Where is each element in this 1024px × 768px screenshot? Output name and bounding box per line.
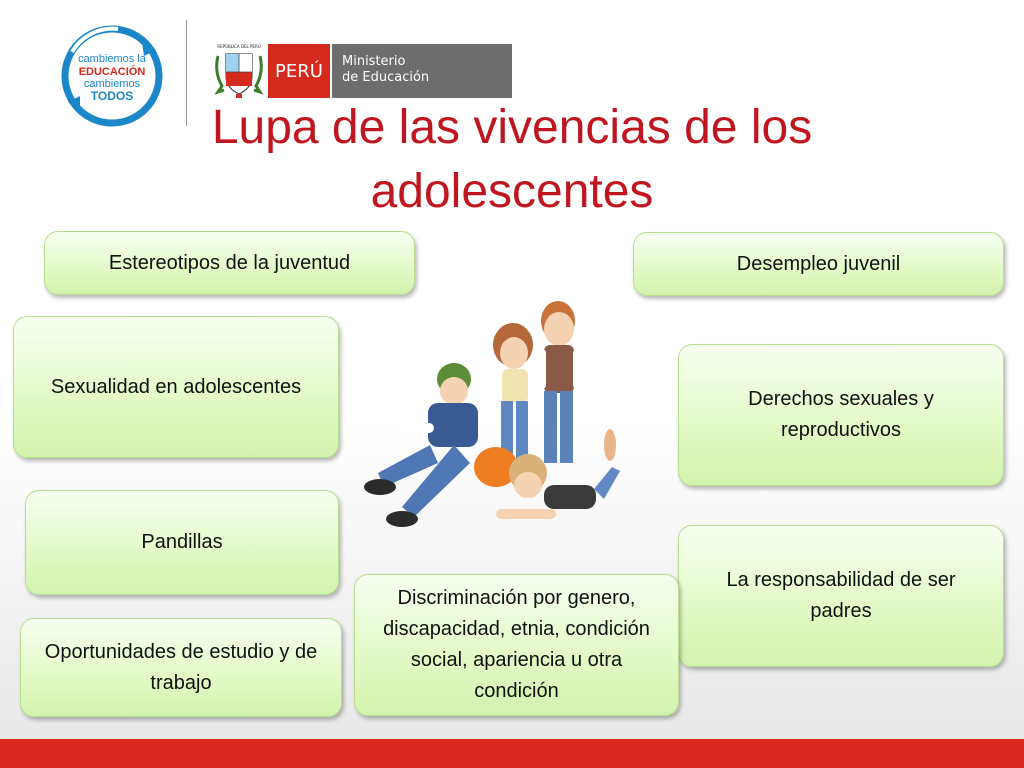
title-line-1: Lupa de las vivencias de los [211,101,813,154]
peru-label: PERÚ [268,44,330,98]
campaign-text-4: TODOS [90,89,134,103]
peru-shield-icon [212,42,266,100]
svg-text:REPÚBLICA DEL PERÚ: REPÚBLICA DEL PERÚ [217,44,261,49]
title-line-2: adolescentes [370,165,654,218]
ministry-label [332,44,512,98]
topic-pandillas: Pandillas [25,490,339,595]
topic-sexualidad: Sexualidad en adolescentes [13,316,339,458]
ministry-line-1: Ministerio [342,54,406,69]
topic-discriminacion: Discriminación por genero, discapacidad, etnia, condición social, apariencia u otra condición [354,574,679,716]
topic-oportunidades: Oportunidades de estudio y de trabajo [20,618,342,717]
footer-bar [0,739,1024,768]
ministry-line-2: de Educación [342,70,430,85]
teenagers-illustration [358,295,622,551]
campaign-text-3: cambiemos [83,78,141,90]
topic-desempleo: Desempleo juvenil [633,232,1004,296]
campaign-text-1: cambiemos la [78,53,146,65]
topic-estereotipos: Estereotipos de la juventud [44,231,415,295]
slide-title [150,96,874,224]
topic-responsabilidad: La responsabilidad de ser padres [678,525,1004,667]
campaign-text-2: EDUCACIÓN [78,66,146,78]
topic-derechos: Derechos sexuales y reproductivos [678,344,1004,486]
